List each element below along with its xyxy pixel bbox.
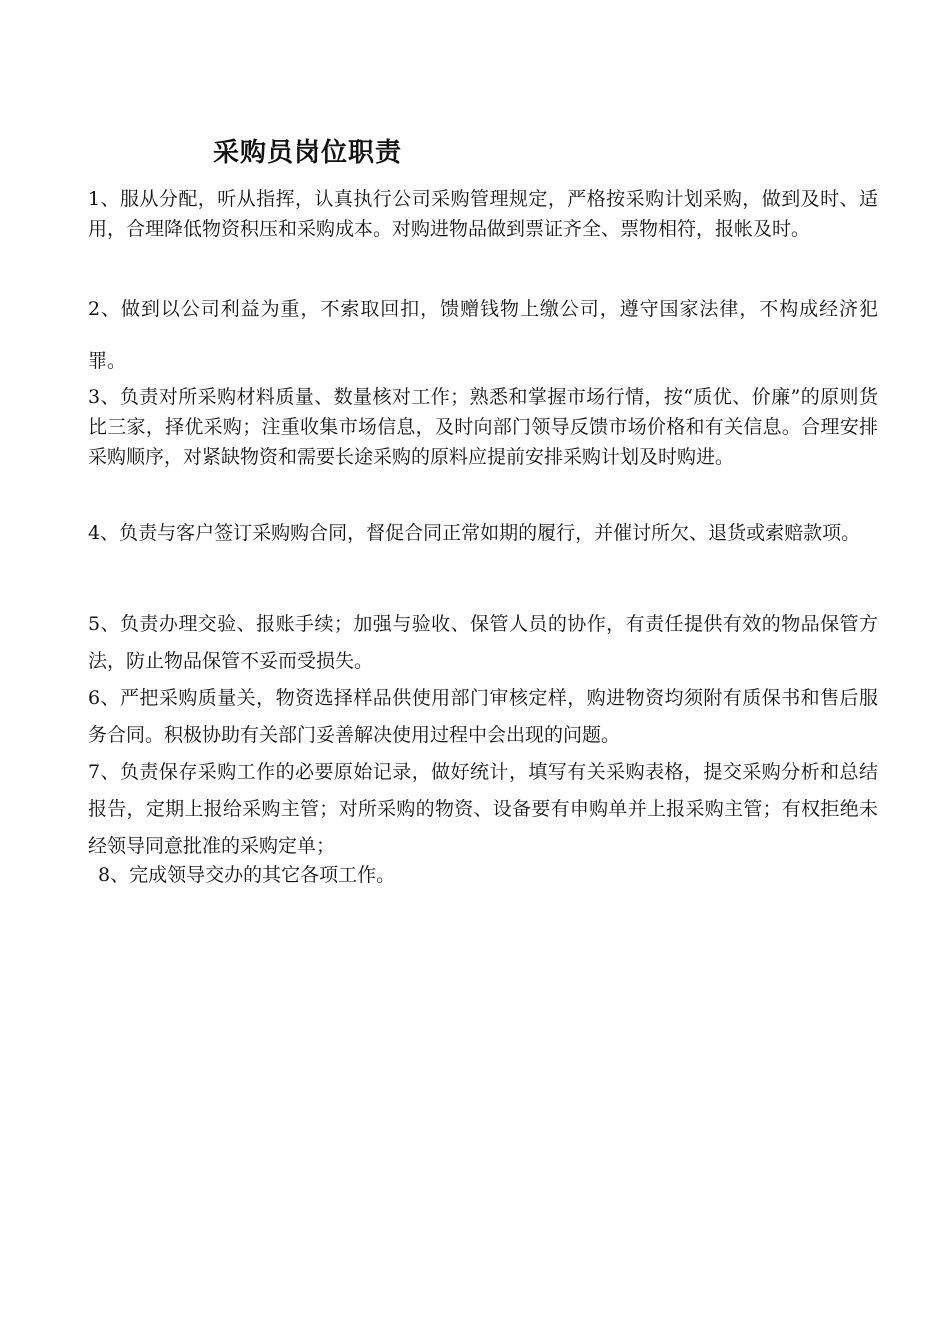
duty-item-6: 6、严把采购质量关，物资选择样品供使用部门审核定样，购进物资均须附有质保书和售后服务合同。积极协助有关部门妥善解决使用过程中会出现的问题。 — [88, 687, 878, 746]
duty-item-2: 2、做到以公司利益为重，不索取回扣，馈赠钱物上缴公司，遵守国家法律，不构成经济犯罪。 — [88, 298, 878, 372]
duty-item-1: 1、服从分配，听从指挥，认真执行公司采购管理规定，严格按采购计划采购，做到及时、适用，合理降低物资积压和采购成本。对购进物品做到票证齐全、票物相符，报帐及时。 — [88, 188, 878, 240]
duty-item-8: 8、完成领导交办的其它各项工作。 — [98, 864, 396, 886]
duty-item-7: 7、负责保存采购工作的必要原始记录，做好统计，填写有关采购表格，提交采购分析和总结报告，定期上报给采购主管；对所采购的物资、设备要有申购单并上报采购主管；有权拒绝未经领导同意批准的采购定单； — [88, 761, 878, 857]
duty-item-5: 5、负责办理交验、报账手续；加强与验收、保管人员的协作，有责任提供有效的物品保管方法，防止物品保管不妥而受损失。 — [88, 613, 878, 672]
duty-item-4: 4、负责与客户签订采购购合同，督促合同正常如期的履行，并催讨所欠、退货或索赔款项。 — [88, 522, 861, 544]
document-title: 采购员岗位职责 — [213, 138, 403, 168]
duty-item-3: 3、负责对所采购材料质量、数量核对工作；熟悉和掌握市场行情，按“质优、价廉”的原则货比三家，择优采购；注重收集市场信息，及时向部门领导反馈市场价格和有关信息。合理安排采购顺序，对紧缺物资和需要长途采购的原料应提前安排采购计划及时购进。 — [88, 386, 878, 468]
